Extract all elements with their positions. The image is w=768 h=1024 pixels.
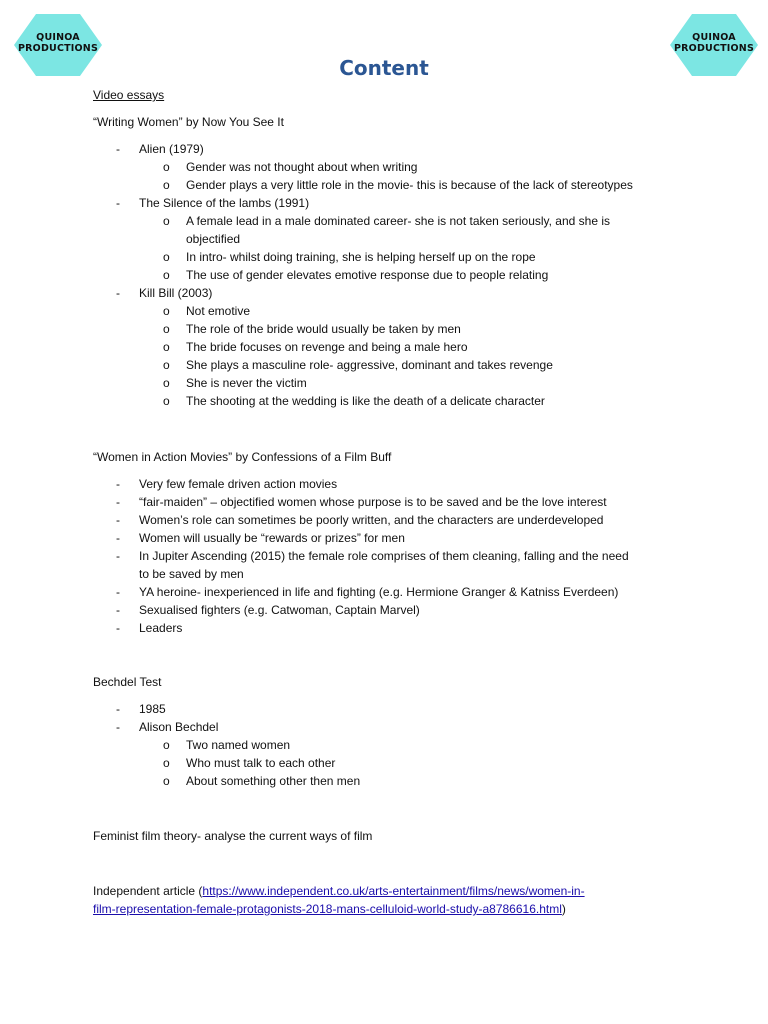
article-link-cont[interactable]: film-representation-female-protagonists-2018-mans-celluloid-world-study-a8786616.html	[93, 902, 562, 916]
film-point: She plays a masculine role- aggressive, dominant and takes revenge	[186, 358, 553, 372]
essay-point: YA heroine- inexperienced in life and fighting (e.g. Hermione Granger & Katniss Everdeen)	[139, 585, 619, 599]
bechdel-year: 1985	[139, 702, 166, 716]
page-title: Content	[339, 56, 429, 80]
film-point: The role of the bride would usually be taken by men	[186, 322, 461, 336]
section-heading: Video essays	[93, 88, 165, 102]
essay-point: “fair-maiden” – objectified women whose purpose is to be saved and be the love interest	[139, 495, 607, 509]
article-link[interactable]: https://www.independent.co.uk/arts-entertainment/films/news/women-in-	[202, 884, 585, 898]
film-point: The shooting at the wedding is like the death of a delicate character	[186, 394, 545, 408]
quinoa-logo-left: QUINOA PRODUCTIONS	[12, 12, 104, 78]
essay-point: Sexualised fighters (e.g. Catwoman, Captain Marvel)	[139, 603, 420, 617]
film-point: She is never the victim	[186, 376, 307, 390]
essay-title: “Writing Women” by Now You See It	[93, 115, 284, 129]
film-point-cont: objectified	[186, 232, 241, 246]
essay-point: Very few female driven action movies	[139, 477, 338, 491]
feminist-theory: Feminist film theory- analyse the current ways of film	[93, 829, 373, 843]
essay-title: “Women in Action Movies” by Confessions of a Film Buff	[93, 450, 392, 464]
bechdel-rule: Two named women	[186, 738, 291, 752]
quinoa-logo-right: QUINOA PRODUCTIONS	[668, 12, 760, 78]
essay-point-cont: to be saved by men	[139, 567, 244, 581]
essay-point: Women’s role can sometimes be poorly written, and the characters are underdeveloped	[139, 513, 604, 527]
film-item: Alien (1979)	[139, 142, 204, 156]
film-point: Gender plays a very little role in the movie- this is because of the lack of stereotypes	[186, 178, 633, 192]
essay-point: In Jupiter Ascending (2015) the female role comprises of them cleaning, falling and the need	[139, 549, 629, 563]
film-point: The bride focuses on revenge and being a male hero	[186, 340, 468, 354]
essay-point: Leaders	[139, 621, 183, 635]
film-point: The use of gender elevates emotive response due to people relating	[186, 268, 549, 282]
film-point: Gender was not thought about when writing	[186, 160, 418, 174]
film-point: A female lead in a male dominated career- she is not taken seriously, and she is	[186, 214, 611, 228]
essay-point: Women will usually be “rewards or prizes” for men	[139, 531, 405, 545]
article-line: Independent article (https://www.independent.co.uk/arts-entertainment/films/news/women-in-	[93, 884, 585, 898]
bechdel-title: Bechdel Test	[93, 675, 162, 689]
film-point: In intro- whilst doing training, she is helping herself up on the rope	[186, 250, 536, 264]
bechdel-name: Alison Bechdel	[139, 720, 219, 734]
film-item: The Silence of the lambs (1991)	[139, 196, 310, 210]
bechdel-rule: About something other then men	[186, 774, 361, 788]
film-point: Not emotive	[186, 304, 251, 318]
bechdel-rule: Who must talk to each other	[186, 756, 336, 770]
document-body: Video essays “Writing Women” by Now You See It - Alien (1979) o Gender was not thought about when writing o Gender plays a very little role in the movie- this is because of the lack of stereotypes - The Silence of the lambs (1991) o A female lead in a male dominated career- she is not taken seriously, and she is objectified o In intro- whilst doing training, she is helping herself up on the rope o The use of gender elevates emotive response due to people relating - Kill Bill (2003) o Not emotive o The role of the bride would usually be taken by men o The bride focuses on revenge and being a male hero o She plays a masculine role- aggressive, dominant and takes revenge o She is never the victim o The shooting at the wedding is like the death of a delicate character “Women in Action Movies” by Confessions of a Film Buff - Very few female driven action movies - “fair-maiden” – objectified women whose purpose is to be saved and be the love interest - Women’s role can sometimes be poorly written, and the characters are underdeveloped - Women will usually be “rewards or prizes” for men - In Jupiter Ascending (2015) the female role comprises of them cleaning, falling and the need to be saved by men - YA heroine- inexperienced in life and fighting (e.g. Hermione Granger & Katniss Everdeen) - Sexualised fighters (e.g. Catwoman, Captain Marvel) - Leaders Bechdel Test - 1985 - Alison Bechdel o Two named women o Who must talk to each other o About something other then men Feminist film theory- analyse the current ways of film Independent article (https://www.independent.co.uk/arts-entertainment/films/news/women-in- film-representation-female-protagonists-2018-mans-celluloid-world-study-a8786616.html)	[93, 86, 693, 918]
film-item: Kill Bill (2003)	[139, 286, 213, 300]
